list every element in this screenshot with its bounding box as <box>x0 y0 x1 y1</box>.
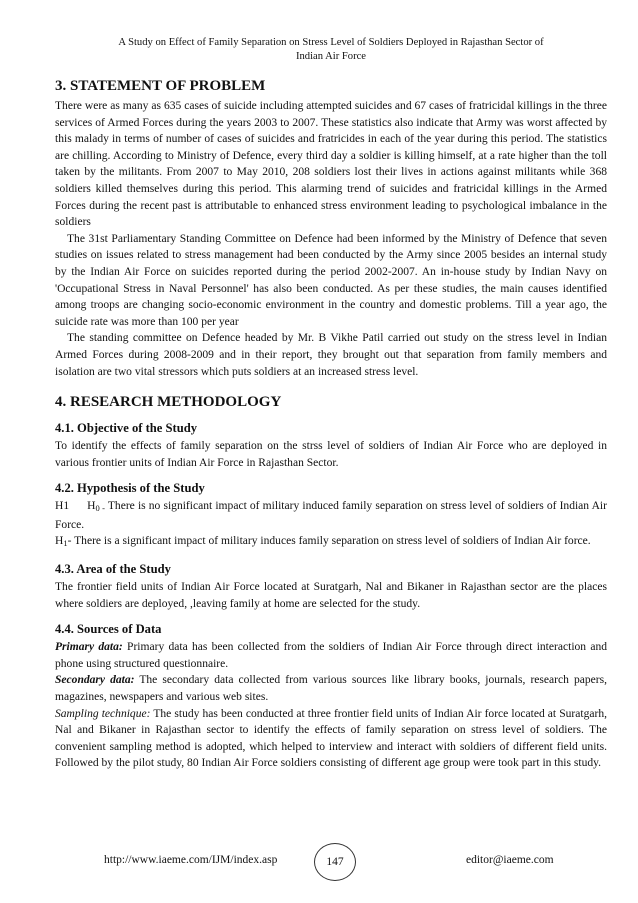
section-heading-problem: 3. STATEMENT OF PROBLEM <box>55 78 266 94</box>
h1-text: - There is a significant impact of military induces family separation on stress level of soldiers of Indian Air force. <box>67 535 591 548</box>
problem-paragraph-2: The 31st Parliamentary Standing Committee on Defence had been informed by the Ministry of Defence that seven studies on issues related to stress management had been conducted by the Army since 2005 besides an internal study by the Indian Air Force on suicides reported during the period 2002-2007. An in-house study by Indian Navy on 'Occupational Stress in Naval Personnel' has also been conducted. As per these studies, the main causes identified among troops are changing socio-economic environment in the country and domestic problems. Till a year ago, the suicide rate was more than 100 per year <box>55 232 607 328</box>
sampling-text: The study has been conducted at three frontier field units of Indian Air force located at Suratgarh, Nal and Bikaner in Rajasthan sector to identify the effects of family separation on stress level of soldiers. The convenient sampling method is adopted, which helped to interview and interact with soldiers of different field units. Followed by the pilot study, 80 Indian Air Force soldiers consisting of different age group were took part in this study. <box>55 707 607 770</box>
secondary-data-label: Secondary data: <box>55 674 135 687</box>
running-header <box>55 36 607 64</box>
problem-paragraph-1: There were as many as 635 cases of suicide including attempted suicides and 67 cases of fratricidal killings in the three services of Armed Forces during the years 2003 to 2007. These statistics also indicate that Army was worst affected by this malady in terms of number of cases of suicides and fratricides in each of the year during this period. The statistics are chilling. According to Ministry of Defence, every third day a soldier is killing himself, at a rate higher than the toll taken by the militants. From 2007 to May 2010, 208 soldiers lost their lives in actions against militants while 368 soldiers killed themselves during this period. This alarming trend of suicides and fratricidal killings in the Armed Forces during the recent past is attributable to enhanced stress environment leading to psychological imbalance in the soldiers <box>55 100 607 229</box>
problem-paragraph-3: The standing committee on Defence headed by Mr. B Vikhe Patil carried out study on the stress level in Indian Armed Forces during 2008-2009 and in their report, they brought out that separation from family members and isolation are two vital stressors which puts soldiers at an increased stress level. <box>55 332 607 378</box>
footer-email-link[interactable]: editor@iaeme.com <box>466 854 554 866</box>
sampling-label: Sampling technique: <box>55 707 151 720</box>
primary-data-label: Primary data: <box>55 641 123 654</box>
h0-symbol: H <box>87 500 96 513</box>
running-title-line1: A Study on Effect of Family Separation on Stress Level of Soldiers Deployed in Rajasthan Sector of <box>118 37 544 48</box>
section-heading-methodology: 4. RESEARCH METHODOLOGY <box>55 394 282 411</box>
subheading-hypothesis: 4.2. Hypothesis of the Study <box>55 481 205 496</box>
hypothesis-h1-label: H1 <box>55 500 70 513</box>
h1-symbol: H <box>55 535 64 548</box>
h1-subscript: 1 <box>63 538 68 549</box>
page-number: 147 <box>314 843 356 881</box>
primary-data-text: Primary data has been collected from the soldiers of Indian Air Force through direct interaction and phone using structured questionnaire. <box>55 641 607 670</box>
page-footer <box>0 843 638 883</box>
hypothesis-null <box>55 498 607 533</box>
hypothesis-alternative <box>55 533 607 552</box>
secondary-data-paragraph <box>55 672 607 705</box>
objective-text: To identify the effects of family separation on the strss level of soldiers of Indian Air Force who are deployed in various frontier units of Indian Air Force in Rajasthan Sector. <box>55 440 607 469</box>
subheading-sources: 4.4. Sources of Data <box>55 622 162 637</box>
secondary-data-text: The secondary data collected from various sources like library books, journals, research papers, magazines, newspapers and various web sites. <box>55 674 608 704</box>
subheading-objective: 4.1. Objective of the Study <box>55 421 198 436</box>
footer-url-link[interactable]: http://www.iaeme.com/IJM/index.asp <box>104 854 278 866</box>
primary-data-paragraph <box>55 639 607 672</box>
h0-text: There is no significant impact of military induced family separation on stress level of soldiers of Indian Air Force. <box>55 500 607 531</box>
h0-subscript: 0 - <box>95 503 105 514</box>
sampling-paragraph <box>55 706 607 772</box>
running-title-line2: Indian Air Force <box>295 51 367 62</box>
area-text: The frontier field units of Indian Air Force located at Suratgarh, Nal and Bikaner in Rajasthan sector are the places where soldiers are deployed, ,leaving family at home are selected for the study. <box>55 581 607 610</box>
page-content <box>55 0 607 772</box>
subheading-area: 4.3. Area of the Study <box>55 562 171 577</box>
